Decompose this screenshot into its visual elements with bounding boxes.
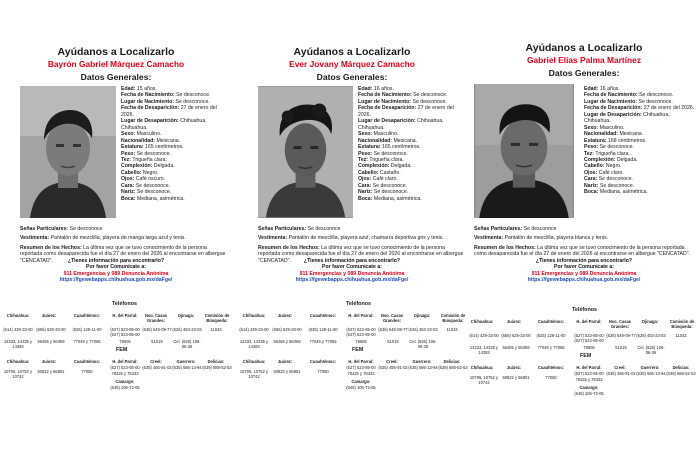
person-facts: Edad: 15 años. Fecha de Nacimiento: Se desconoce. Lugar de Nacimiento: Se desconoce. Fecha de Desaparición: 27 de enero del 2026. Lugar de Desaparición: Chihuahua, Chihuahua. Sexo: Masculino. Nacionalidad: Mexicana. Estatura: 165 centímetros. Peso: Se desconoce. Tez: Trigueña clara. Complexión: Delgada. Cabello: Negro. Ojos: Café oscuro. Cara: Se desconoce. Nariz: Se desconoce. Boca: Mediana, asimétrica. (121, 86, 217, 202)
person-name: Bayrón Gabriel Márquez Camacho (47, 59, 185, 69)
face-photo-icon (474, 84, 574, 218)
info-request: ¿Tienes información para encontrarlo? Por favor Comunícate a: 911 Emergencias y 089 Denuncia Anónima https://fgewebapps.chihuahua.gob.mx/daFge/ (236, 258, 468, 284)
person-name: Gabriel Elías Palma Martínez (526, 55, 642, 65)
poster-2 (236, 0, 468, 450)
report-link[interactable]: https://fgewebapps.chihuahua.gob.mx/daFge/ (527, 277, 641, 284)
person-photo (258, 86, 353, 218)
face-photo-icon (258, 86, 353, 218)
distinctive-marks: Señas Particulares: Se desconoce (258, 226, 341, 232)
distinctive-marks: Señas Particulares: Se desconoce (474, 226, 557, 232)
summary: Resumen de los Hechos: La última vez que se tuvo conocimiento de la persona reportada como desaparecida fue el día 27 de enero del 2026 al encontrarse en albergue "CENCATAD". (258, 245, 464, 264)
general-data-title: Datos Generales: (316, 72, 388, 82)
info-request: ¿Tienes información para encontrarlo? Por favor Comunícate a: 911 Emergencias y 089 Denuncia Anónima https://fgewebapps.chihuahua.gob.mx/daFge/ (0, 258, 232, 284)
person-photo (20, 86, 116, 218)
person-photo (474, 84, 574, 218)
info-request: ¿Tienes información para encontrarlo? Por favor Comunícate a: 911 Emergencias y 089 Denuncia Anónima https://fgewebapps.chihuahua.gob.mx/daFge/ (468, 258, 700, 284)
poster-heading: Ayúdanos a Localizarlo (525, 42, 643, 54)
report-link[interactable]: https://fgewebapps.chihuahua.gob.mx/daFge/ (59, 277, 173, 284)
phone-directory: Teléfonos Chihuahua: Juárez: Cuauhtémoc: H. del Parral: Nvo. Casas Grandes: Ojinaga: Comisión de Búsqueda: (614) 429-33-00 (656) 629-33-00 (625) 128-11-00 (627) 523-85-00 (627) 523-85-00 (636) 649-09-77 (626) 453-23-03 11043 14333, 14335 y 14393 56455 y 56359 77049 y 77065 78606 51019 Cel. (626) 106-06-36 FEM Chihuahua: Juárez: Cuauhtémoc: H. del Parral: Creel: Guerrero: Delicias: (627) 523-85-00 (635) 456-91-02 (635) 586-13-94 (639) 688-52-53 10706, 10752 y 10742 50822 y 56801 77050 78425 y 78433 Camargo: (648) 106-72-05 (3, 301, 232, 390)
person-name: Ever Jovany Márquez Camacho (289, 59, 415, 69)
general-data-title: Datos Generales: (80, 72, 152, 82)
clothing: Vestimenta: Pantalón de mezclilla, playera azul, chamarra deportiva gris y tenis. (258, 235, 444, 241)
clothing: Vestimenta: Pantalón de mezclilla, playera blanca y tenis. (474, 235, 609, 241)
summary: Resumen de los Hechos: La última vez que se tuvo conocimiento de la persona reportada como desaparecida fue el día 27 de enero del 2026 al encontrarse en albergue "CENCATAD". (20, 245, 226, 264)
face-photo-icon (20, 86, 116, 218)
poster-heading: Ayúdanos a Localizarlo (293, 46, 411, 58)
poster-3 (468, 0, 700, 450)
phone-directory: Teléfonos Chihuahua: Juárez: Cuauhtémoc: H. del Parral: Nvo. Casas Grandes: Ojinaga: Comisión de Búsqueda: (614) 429-33-00 (656) 629-33-00 (625) 128-11-00 (627) 523-85-00 (627) 523-85-00 (636) 649-09-77 (626) 453-23-03 11043 14333, 14335 y 14393 56455 y 56359 77049 y 77065 78606 51019 Cel. (626) 106-06-36 FEM Chihuahua: Juárez: Cuauhtémoc: H. del Parral: Creel: Guerrero: Delicias: (627) 523-85-00 (635) 456-91-02 (635) 586-13-94 (639) 688-52-53 10706, 10752 y 10742 50822 y 56801 77050 78425 y 78433 Camargo: (648) 106-72-05 (469, 307, 696, 396)
summary: Resumen de los Hechos: La última vez que se tuvo conocimiento de la persona reportada como desaparecida fue el día 27 de enero del 2026 al encontrarse en albergue "CENCATAD". (474, 245, 691, 258)
person-facts: Edad: 16 años. Fecha de Nacimiento: Se desconoce. Lugar de Nacimiento: Se desconoce. Fecha de Desaparición: 27 de enero del 2026. Lugar de Desaparición: Chihuahua, Chihuahua. Sexo: Masculino. Nacionalidad: Mexicana. Estatura: 165 centímetros. Peso: Se desconoce. Tez: Trigueña clara. Complexión: Delgada. Cabello: Castaño. Ojos: Café claro. Cara: Se desconoce. Nariz: Se desconoce. Boca: Mediana, asimétrica. (358, 86, 454, 202)
poster-heading: Ayúdanos a Localizarlo (57, 46, 175, 58)
report-link[interactable]: https://fgewebapps.chihuahua.gob.mx/daFge/ (295, 277, 409, 284)
person-facts: Edad: 16 años. Fecha de Nacimiento: Se desconoce. Lugar de Nacimiento: Se desconoce. Fecha de Desaparición: 27 de enero del 2026. Lugar de Desaparición: Chihuahua, Chihuahua. Sexo: Masculino. Nacionalidad: Mexicana. Estatura: 168 centímetros. Peso: Se desconoce. Tez: Trigueña clara. Complexión: Delgada. Cabello: Negro. Ojos: Café claro. Cara: Se desconoce. Nariz: Se desconoce. Boca: Mediana, asimétrica. (584, 86, 695, 196)
distinctive-marks: Señas Particulares: Se desconoce (20, 226, 103, 232)
poster-1 (0, 0, 232, 450)
clothing: Vestimenta: Pantalón de mezclilla, playera de manga larga azul y tenis. (20, 235, 186, 241)
general-data-title: Datos Generales: (548, 68, 620, 78)
phone-directory: Teléfonos Chihuahua: Juárez: Cuauhtémoc: H. del Parral: Nvo. Casas Grandes: Ojinaga: Comisión de Búsqueda: (614) 429-33-00 (656) 629-33-00 (625) 128-11-00 (627) 523-85-00 (627) 523-85-00 (636) 649-09-77 (626) 453-23-03 11043 14333, 14335 y 14393 56455 y 56359 77049 y 77065 78606 51019 Cel. (626) 106-06-36 FEM Chihuahua: Juárez: Cuauhtémoc: H. del Parral: Creel: Guerrero: Delicias: (627) 523-85-00 (635) 456-91-02 (635) 586-13-94 (639) 688-52-53 10706, 10752 y 10742 50822 y 56801 77050 78425 y 78433 Camargo: (648) 106-72-05 (239, 301, 468, 390)
